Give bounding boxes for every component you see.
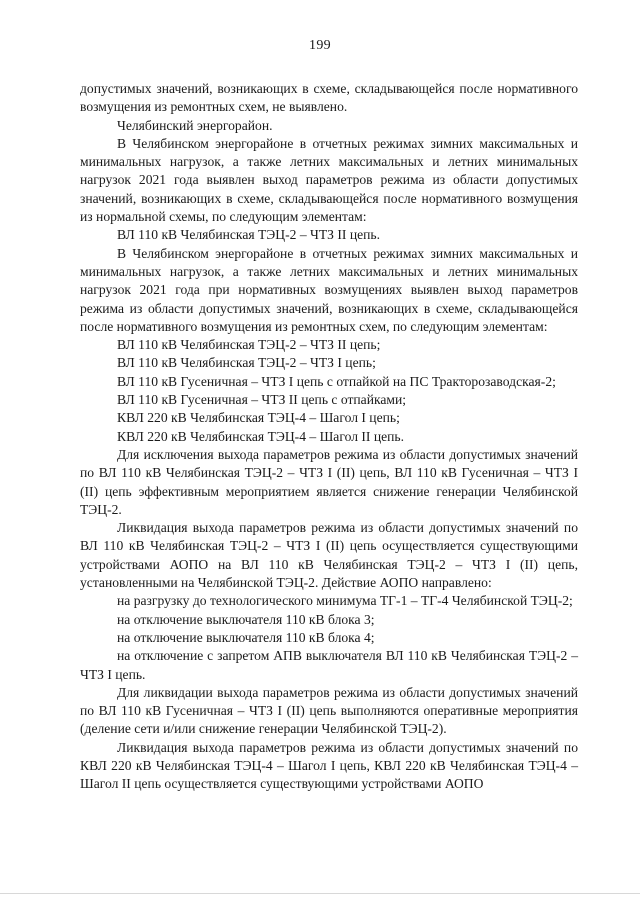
paragraph: допустимых значений, возникающих в схеме, складывающейся после нормативного возмущения из ремонтных схем, не выявлено. bbox=[80, 81, 578, 115]
list-item: КВЛ 220 кВ Челябинская ТЭЦ-4 – Шагол I цепь; bbox=[117, 410, 400, 426]
list-item: ВЛ 110 кВ Челябинская ТЭЦ-2 – ЧТЗ II цепь; bbox=[117, 337, 381, 353]
paragraph: В Челябинском энергорайоне в отчетных режимах зимних максимальных и минимальных нагрузок, а также летних максимальных и летних минимальных нагрузок 2021 года при нормативных возмущениях выявлен выход параметров режима из области допустимых значений, возникающих в схеме, складывающейся после нормативного возмущения из ремонтных схем, по следующим элементам: bbox=[80, 245, 578, 334]
list-item: ВЛ 110 кВ Челябинская ТЭЦ-2 – ЧТЗ I цепь; bbox=[117, 355, 376, 371]
list-item: КВЛ 220 кВ Челябинская ТЭЦ-4 – Шагол II цепь. bbox=[117, 428, 405, 444]
paragraph: Для исключения выхода параметров режима из области допустимых значений по ВЛ 110 кВ Челябинская ТЭЦ-2 – ЧТЗ I (II) цепь, ВЛ 110 кВ Гусеничная – ЧТЗ I (II) цепь эффективным мероприятием является снижение генерации Челябинской ТЭЦ-2. bbox=[80, 446, 578, 517]
paragraph: Челябинский энергорайон. bbox=[117, 117, 273, 133]
list-item: на отключение выключателя 110 кВ блока 4; bbox=[117, 629, 375, 645]
paragraph: ВЛ 110 кВ Челябинская ТЭЦ-2 – ЧТЗ II цепь. bbox=[117, 227, 380, 243]
list-item: ВЛ 110 кВ Гусеничная – ЧТЗ I цепь с отпайкой на ПС Тракторозаводская-2; bbox=[117, 373, 556, 389]
list-item: ВЛ 110 кВ Гусеничная – ЧТЗ II цепь с отпайками; bbox=[117, 392, 407, 408]
list-item: на отключение с запретом АПВ выключателя ВЛ 110 кВ Челябинская ТЭЦ-2 – ЧТЗ I цепь. bbox=[80, 648, 578, 682]
paragraph: Ликвидация выхода параметров режима из области допустимых значений по ВЛ 110 кВ Челябинская ТЭЦ-2 – ЧТЗ I (II) цепь осуществляется существующими устройствами АОПО на ВЛ 110 кВ Челябинская ТЭЦ-2 – ЧТЗ I (II) цепь, установленными на Челябинской ТЭЦ-2. Действие АОПО направлено: bbox=[80, 520, 578, 591]
page-number: 199 bbox=[309, 38, 331, 53]
paragraph: Ликвидация выхода параметров режима из области допустимых значений по КВЛ 220 кВ Челябинская ТЭЦ-4 – Шагол I цепь, КВЛ 220 кВ Челябинская ТЭЦ-4 – Шагол II цепь осуществляется существующими устройствами АОПО bbox=[80, 739, 578, 792]
scan-edge-line bbox=[0, 893, 640, 894]
list-item: на разгрузку до технологического минимума ТГ-1 – ТГ-4 Челябинской ТЭЦ-2; bbox=[117, 593, 573, 609]
body-text bbox=[80, 80, 578, 794]
paragraph: Для ликвидации выхода параметров режима из области допустимых значений по ВЛ 110 кВ Гусеничная – ЧТЗ I (II) цепь выполняются оперативные мероприятия (деление сети и/или снижение генерации Челябинской ТЭЦ-2). bbox=[80, 684, 578, 737]
paragraph: В Челябинском энергорайоне в отчетных режимах зимних максимальных и минимальных нагрузок, а также летних максимальных и летних минимальных нагрузок 2021 года выявлен выход параметров режима из области допустимых значений, возникающих в схеме, складывающейся после нормативного возмущения из нормальной схемы, по следующим элементам: bbox=[80, 135, 578, 225]
list-item: на отключение выключателя 110 кВ блока 3; bbox=[117, 611, 375, 627]
